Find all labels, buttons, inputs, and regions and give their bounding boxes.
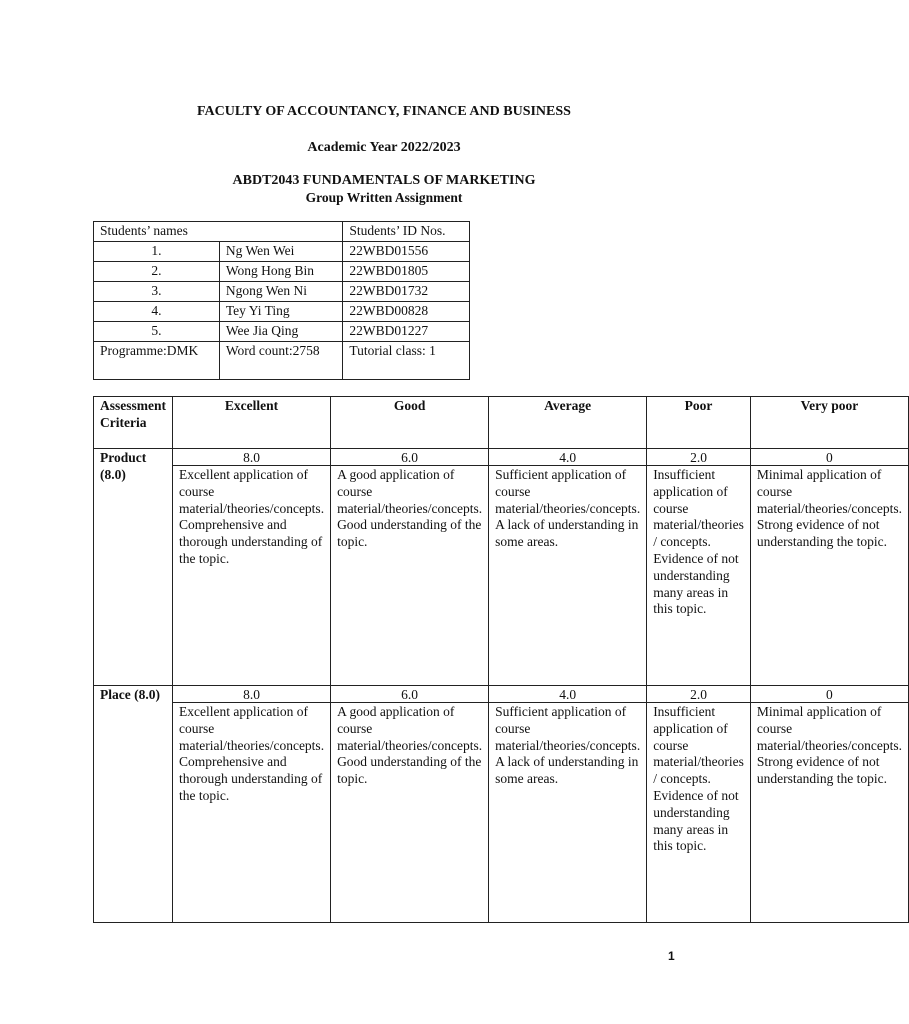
course-heading: ABDT2043 FUNDAMENTALS OF MARKETING <box>232 173 536 188</box>
tutorial-class-cell: Tutorial class: 1 <box>343 342 470 380</box>
word-count-cell: Word count:2758 <box>219 342 342 380</box>
student-name: Wee Jia Qing <box>219 322 342 342</box>
header-poor: Poor <box>647 397 751 449</box>
score-cell: 4.0 <box>489 449 647 466</box>
criterion-product: Product (8.0) <box>94 449 173 686</box>
student-id: 22WBD01805 <box>343 262 470 282</box>
score-cell: 0 <box>750 686 908 703</box>
score-cell: 4.0 <box>489 686 647 703</box>
student-id: 22WBD01732 <box>343 282 470 302</box>
student-name: Wong Hong Bin <box>219 262 342 282</box>
table-row <box>94 302 470 322</box>
description-cell: Excellent application of course material/theories/concepts. Comprehensive and thorough understanding of the topic. <box>173 466 331 686</box>
table-row <box>94 703 909 923</box>
student-number: 3. <box>94 282 220 302</box>
page-number: 1 <box>668 949 675 963</box>
header-excellent: Excellent <box>173 397 331 449</box>
score-cell: 0 <box>750 449 908 466</box>
students-names-header: Students’ names <box>94 222 343 242</box>
student-number: 4. <box>94 302 220 322</box>
student-number: 2. <box>94 262 220 282</box>
student-name: Tey Yi Ting <box>219 302 342 322</box>
score-cell: 8.0 <box>173 449 331 466</box>
description-cell: Minimal application of course material/theories/concepts. Strong evidence of not understanding the topic. <box>750 466 908 686</box>
rubric-table <box>93 396 909 923</box>
student-id: 22WBD00828 <box>343 302 470 322</box>
score-cell: 2.0 <box>647 686 751 703</box>
header-average: Average <box>489 397 647 449</box>
score-cell: 2.0 <box>647 449 751 466</box>
student-name: Ngong Wen Ni <box>219 282 342 302</box>
table-row <box>94 262 470 282</box>
table-row <box>94 242 470 262</box>
student-number: 5. <box>94 322 220 342</box>
description-cell: Sufficient application of course material/theories/concepts. A lack of understanding in some areas. <box>489 703 647 923</box>
description-cell: Insufficient application of course material/theories / concepts. Evidence of not understanding many areas in this topic. <box>647 466 751 686</box>
header-criteria: Assessment Criteria <box>94 397 173 449</box>
table-row <box>94 222 470 242</box>
student-name: Ng Wen Wei <box>219 242 342 262</box>
description-cell: A good application of course material/theories/concepts. Good understanding of the topic. <box>331 703 489 923</box>
description-cell: A good application of course material/theories/concepts. Good understanding of the topic. <box>331 466 489 686</box>
student-number: 1. <box>94 242 220 262</box>
table-row <box>94 449 909 466</box>
students-table <box>93 221 470 380</box>
programme-cell: Programme:DMK <box>94 342 220 380</box>
header-very-poor: Very poor <box>750 397 908 449</box>
description-cell: Insufficient application of course material/theories / concepts. Evidence of not understanding many areas in this topic. <box>647 703 751 923</box>
academic-year-heading: Academic Year 2022/2023 <box>307 140 461 155</box>
table-row <box>94 686 909 703</box>
description-cell: Excellent application of course material/theories/concepts. Comprehensive and thorough understanding of the topic. <box>173 703 331 923</box>
table-row <box>94 466 909 686</box>
rubric-header-row <box>94 397 909 449</box>
score-cell: 6.0 <box>331 686 489 703</box>
table-row <box>94 342 470 380</box>
students-ids-header: Students’ ID Nos. <box>343 222 470 242</box>
description-cell: Sufficient application of course material/theories/concepts. A lack of understanding in some areas. <box>489 466 647 686</box>
faculty-heading: FACULTY OF ACCOUNTANCY, FINANCE AND BUSINESS <box>197 104 571 119</box>
description-cell: Minimal application of course material/theories/concepts. Strong evidence of not understanding the topic. <box>750 703 908 923</box>
assignment-heading: Group Written Assignment <box>305 190 463 205</box>
student-id: 22WBD01227 <box>343 322 470 342</box>
table-row <box>94 322 470 342</box>
header-good: Good <box>331 397 489 449</box>
score-cell: 6.0 <box>331 449 489 466</box>
table-row <box>94 282 470 302</box>
criterion-place: Place (8.0) <box>94 686 173 923</box>
student-id: 22WBD01556 <box>343 242 470 262</box>
score-cell: 8.0 <box>173 686 331 703</box>
